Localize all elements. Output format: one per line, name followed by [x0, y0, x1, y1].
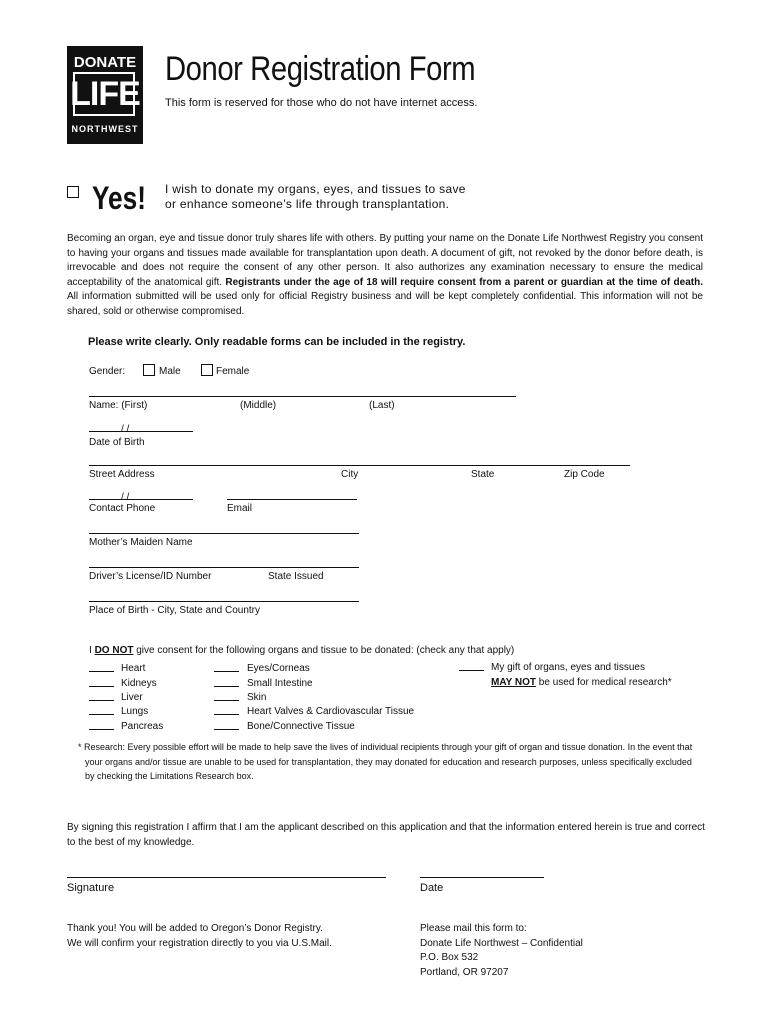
- page-title: Donor Registration Form: [165, 50, 476, 88]
- organs-heading-prefix: I: [89, 645, 95, 656]
- gender-label: Gender:: [89, 366, 126, 377]
- donate-life-logo: [67, 46, 143, 144]
- thanks-note: [67, 922, 332, 951]
- organ-check-liver[interactable]: [89, 700, 114, 701]
- organ-label-pancreas: Pancreas: [121, 721, 164, 732]
- organ-label-lungs: Lungs: [121, 706, 149, 717]
- logo-line1: DONATE: [73, 54, 137, 71]
- form-instructions: Please write clearly. Only readable forms can be included in the registry.: [88, 336, 466, 348]
- dob-label: Date of Birth: [89, 437, 145, 448]
- research-check[interactable]: [459, 670, 484, 671]
- organ-label-heart: Heart: [121, 663, 146, 674]
- consent-text-1: Becoming an organ, eye and tissue donor truly shares life with others. By putting your name on the Donate Life Northwest Registry you consent to having your organs and tissues made available for transplantation upon death. A document of gift, not revoked by the donor before death, is irrevocable and does not require the consent of any other person. It also authorizes any examination necessary to ensure the medical acceptability of the anatomical gift.: [67, 233, 703, 288]
- name-last-label: (Last): [369, 400, 395, 411]
- phone-slashes: / /: [121, 492, 130, 503]
- maiden-name-field[interactable]: [89, 533, 359, 534]
- female-label: Female: [216, 366, 250, 377]
- license-label: Driver’s License/ID Number: [89, 571, 212, 582]
- female-checkbox[interactable]: [201, 364, 213, 376]
- research-line1: My gift of organs, eyes and tissues: [491, 662, 645, 673]
- organ-check-intestine[interactable]: [214, 686, 239, 687]
- email-field[interactable]: [227, 499, 357, 500]
- organ-check-eyes[interactable]: [214, 671, 239, 672]
- organ-label-intestine: Small Intestine: [247, 678, 313, 689]
- signature-label: Signature: [67, 882, 115, 894]
- research-line2: [491, 677, 672, 688]
- thanks-line2: We will confirm your registration directly to you via U.S.Mail.: [67, 937, 332, 949]
- mail-line4: Portland, OR 97207: [420, 966, 509, 978]
- name-field[interactable]: [89, 396, 516, 397]
- consent-text-2: All information submitted will be used only for official Registry business and will be kept completely confidential. This information will not be shared, sold or otherwise compromised.: [67, 291, 703, 317]
- name-first-label: Name: (First): [89, 400, 148, 411]
- date-label: Date: [420, 882, 444, 894]
- birthplace-label: Place of Birth - City, State and Country: [89, 605, 261, 616]
- logo-line2: LIFE: [70, 75, 140, 113]
- male-checkbox[interactable]: [143, 364, 155, 376]
- contact-phone-label: Contact Phone: [89, 503, 156, 514]
- organs-heading-emph: DO NOT: [94, 645, 134, 656]
- affirmation-text: By signing this registration I affirm that I am the applicant described on this application and that the information entered herein is true and correct to the best of my knowledge.: [67, 822, 705, 848]
- organ-check-bone[interactable]: [214, 729, 239, 730]
- mail-line1: Please mail this form to:: [420, 923, 527, 934]
- organ-label-skin: Skin: [247, 692, 267, 703]
- organ-label-bone: Bone/Connective Tissue: [247, 721, 355, 732]
- logo-line3: NORTHWEST: [71, 124, 139, 134]
- organ-check-skin[interactable]: [214, 700, 239, 701]
- street-address-label: Street Address: [89, 469, 155, 480]
- maiden-name-label: Mother’s Maiden Name: [89, 537, 193, 548]
- email-label: Email: [227, 503, 253, 514]
- research-emph: MAY NOT: [491, 677, 537, 688]
- date-of-birth-field[interactable]: [89, 431, 193, 432]
- address-field[interactable]: [89, 465, 630, 466]
- organ-label-heart-valves: Heart Valves & Cardiovascular Tissue: [247, 706, 415, 717]
- mail-line3: P.O. Box 532: [420, 952, 479, 963]
- dob-slashes: / /: [121, 424, 130, 435]
- yes-label: Yes!: [92, 180, 146, 216]
- organ-check-heart[interactable]: [89, 671, 114, 672]
- license-field[interactable]: [89, 567, 359, 568]
- name-middle-label: (Middle): [240, 400, 277, 411]
- organ-check-kidneys[interactable]: [89, 686, 114, 687]
- state-issued-label: State Issued: [268, 571, 324, 582]
- male-label: Male: [159, 366, 181, 377]
- mail-line2: Donate Life Northwest – Confidential: [420, 937, 583, 949]
- signature-field[interactable]: [67, 877, 386, 878]
- page-subtitle: This form is reserved for those who do not have internet access.: [165, 97, 478, 109]
- date-field[interactable]: [420, 877, 544, 878]
- yes-statement-line2: or enhance someone’s life through transplantation.: [165, 197, 450, 211]
- state-label: State: [471, 469, 495, 480]
- organs-heading: [89, 645, 514, 656]
- zip-code-label: Zip Code: [564, 469, 605, 480]
- organ-check-pancreas[interactable]: [89, 729, 114, 730]
- yes-checkbox[interactable]: [67, 186, 79, 198]
- city-label: City: [341, 469, 359, 480]
- consent-paragraph: [67, 232, 703, 319]
- yes-statement: [165, 182, 466, 212]
- organs-heading-suffix: give consent for the following organs and tissue to be donated: (check any that apply): [133, 645, 515, 656]
- birthplace-field[interactable]: [89, 601, 359, 602]
- contact-phone-field[interactable]: [89, 499, 193, 500]
- organ-label-eyes: Eyes/Corneas: [247, 663, 310, 674]
- organ-check-lungs[interactable]: [89, 714, 114, 715]
- organ-label-kidneys: Kidneys: [121, 678, 157, 689]
- yes-statement-line1: I wish to donate my organs, eyes, and tissues to save: [165, 182, 466, 196]
- research-line2-suffix: be used for medical research*: [536, 677, 672, 688]
- research-footnote: * Research: Every possible effort will be made to help save the lives of individual recipients through your gift of organ and tissue donation. In the event that your organs and/or tissue are unable to be used for transplantation, they may donated for education and research purposes, unless specifically excluded by checking the Limitations Research box.: [78, 742, 693, 781]
- consent-text-bold: Registrants under the age of 18 will require consent from a parent or guardian at the time of death.: [225, 276, 703, 288]
- organ-check-heart-valves[interactable]: [214, 714, 239, 715]
- organ-label-liver: Liver: [121, 692, 143, 703]
- thanks-line1: Thank you! You will be added to Oregon’s Donor Registry.: [67, 923, 323, 934]
- mailing-address: [420, 922, 583, 980]
